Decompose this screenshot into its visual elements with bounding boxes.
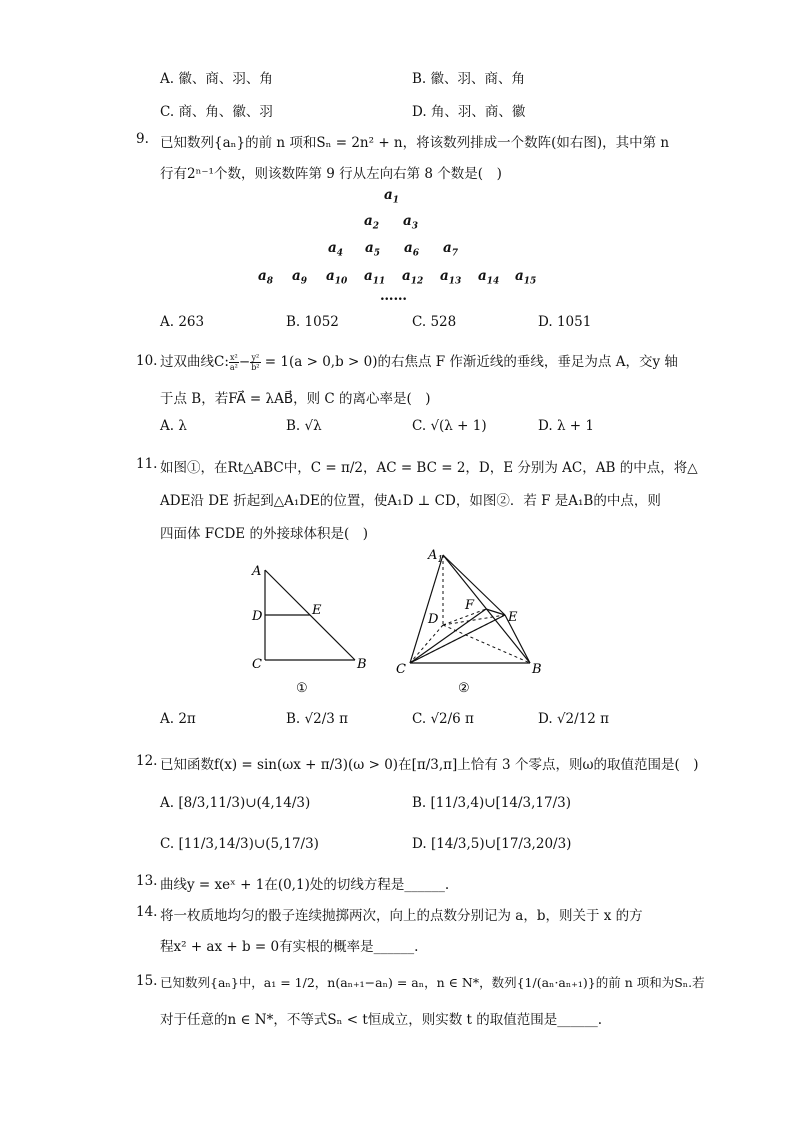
q9-option-a: A. 263 [160,314,205,330]
q14-stem-line2: 程x² + ax + b = 0有实根的概率是______. [160,939,419,955]
q12-number: 12. [136,753,158,769]
point-label-a: A [252,564,262,579]
point-label-e: E [312,603,322,618]
array-cell: $a_1$ [384,187,400,206]
q14-stem-line1: 将一枚质地均匀的骰子连续抛掷两次，向上的点数分别记为 a，b，则关于 x 的方 [160,908,643,924]
fraction-x2-a2: $\frac{\text{x²}}{\text{a²}}$ [229,353,238,372]
array-cell: $a_{14}$ [478,268,500,287]
array-cell: $a_5$ [365,240,381,259]
q10-option-d: D. λ + 1 [538,418,594,434]
q12-option-a: A. [8/3,11/3)∪(4,14/3) [160,795,311,811]
array-cell: $a_3$ [403,213,419,232]
point-label-d: D [252,609,263,624]
point-label-b: B [532,662,542,677]
q12-option-d: D. [14/3,5)∪[17/3,20/3) [412,836,572,852]
q11-stem-line3: 四面体 FCDE 的外接球体积是( ) [160,526,368,542]
q8-option-b: B. 徽、羽、商、角 [412,71,526,87]
q15-stem-line2: 对于任意的n ∈ N*，不等式Sₙ < t恒成立，则实数 t 的取值范围是______. [160,1012,603,1028]
figure-1-caption: ① [296,681,308,696]
q11-stem-line1: 如图①，在Rt△ABC中，C = π/2，AC = BC = 2，D，E 分别为 AC，AB 的中点，将△ [160,460,698,476]
q9-option-b: B. 1052 [286,314,339,330]
q12-option-b: B. [11/3,4)∪[14/3,17/3) [412,795,572,811]
q9-number: 9. [136,131,149,147]
q10-option-c: C. √(λ + 1) [412,418,487,434]
q13-stem: 曲线y = xeˣ + 1在(0,1)处的切线方程是______. [160,877,450,893]
array-cell: $a_7$ [443,240,459,259]
array-cell: $a_{10}$ [326,268,348,287]
q8-option-c: C. 商、角、徽、羽 [160,104,273,120]
q11-option-d: D. √2/12 π [538,711,610,727]
q13-number: 13. [136,873,158,889]
q9-stem-line2: 行有2ⁿ⁻¹个数，则该数阵第 9 行从左向右第 8 个数是( ) [160,166,502,182]
q10-stem-line1: 过双曲线C: $\frac{\text{x²}}{\text{a²}}$ − $\frac{\text{y²}}{\text{b²}}$ = 1(a > 0,b > 0)的右焦点 F 作渐近线的垂线，垂足为点 A，交y 轴 [160,353,678,372]
array-cell: $a_8$ [258,268,274,287]
point-label-e: E [508,610,518,625]
array-cell: $a_2$ [364,213,380,232]
array-cell: $a_9$ [292,268,308,287]
array-cell: $a_{12}$ [402,268,424,287]
q11-stem-line2: ADE沿 DE 折起到△A₁DE的位置，使A₁D ⊥ CD，如图②．若 F 是A₁B的中点，则 [160,493,661,509]
point-label-b: B [357,657,367,672]
point-label-c: C [252,657,262,672]
q15-stem-line1: 已知数列{aₙ}中，a₁ = 1/2，n(aₙ₊₁−aₙ) = aₙ，n ∈ N*，数列{1/(aₙ·aₙ₊₁)}的前 n 项和为Sₙ.若 [160,975,705,990]
array-cell: $a_4$ [328,240,344,259]
figure-2-tetrahedron [390,545,550,695]
q10-number: 10. [136,353,158,369]
q11-option-b: B. √2/3 π [286,711,349,727]
q8-option-d: D. 角、羽、商、徽 [412,104,526,120]
array-cell: $a_{11}$ [364,268,386,287]
q11-option-a: A. 2π [160,711,196,727]
q8-option-a: A. 徽、商、羽、角 [160,71,273,87]
point-label-a1: $A_1$ [428,548,444,565]
point-label-c: C [396,662,406,677]
point-label-f: F [465,598,475,613]
array-cell: $a_{13}$ [440,268,462,287]
figure-1-right-triangle [240,550,380,700]
q10-option-b: B. √λ [286,418,322,434]
q11-number: 11. [136,456,158,472]
array-ellipsis: …… [380,288,407,304]
figure-2-caption: ② [458,681,470,695]
q12-stem: 已知函数f(x) = sin(ωx + π/3)(ω > 0)在[π/3,π]上恰有 3 个零点，则ω的取值范围是( ) [160,757,699,773]
q10-option-a: A. λ [160,418,187,434]
q14-number: 14. [136,904,158,920]
fraction-y2-b2: $\frac{\text{y²}}{\text{b²}}$ [251,353,260,372]
q9-stem-line1: 已知数列{aₙ}的前 n 项和Sₙ = 2n² + n，将该数列排成一个数阵(如右图)，其中第 n [160,135,670,151]
q11-option-c: C. √2/6 π [412,711,474,727]
q10-stem-line2: 于点 B，若FA⃗ = λAB⃗，则 C 的离心率是( ) [160,391,431,407]
q9-option-d: D. 1051 [538,314,592,330]
q12-option-c: C. [11/3,14/3)∪(5,17/3) [160,836,319,852]
array-cell: $a_{15}$ [515,268,537,287]
point-label-d: D [428,612,439,627]
q9-option-c: C. 528 [412,314,457,330]
array-cell: $a_6$ [404,240,420,259]
q15-number: 15. [136,973,158,989]
